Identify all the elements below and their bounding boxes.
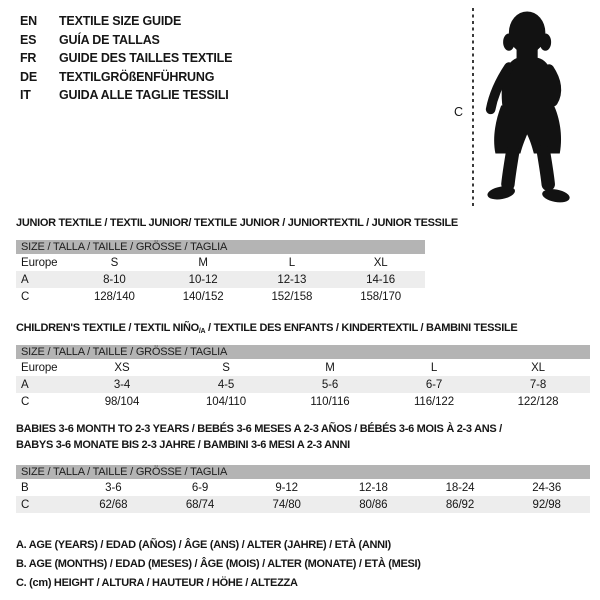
age-cell: 5-6 bbox=[321, 378, 339, 391]
lang-code: IT bbox=[20, 88, 31, 103]
table-row-height bbox=[16, 496, 590, 513]
height-cell: 158/170 bbox=[360, 290, 402, 303]
lang-row-fr bbox=[20, 49, 232, 68]
footnote-age-months: B. AGE (MONTHS) / EDAD (MESES) / ÂGE (MOIS) / ALTER (MONATE) / ETÀ (MESI) bbox=[16, 558, 421, 570]
row-label: Europe bbox=[21, 361, 58, 374]
size-cell: S bbox=[222, 361, 230, 374]
size-header-bar: SIZE / TALLA / TAILLE / GRÖSSE / TAGLIA bbox=[16, 465, 590, 479]
height-cell: 68/74 bbox=[185, 498, 215, 511]
height-cell: 80/86 bbox=[359, 498, 388, 511]
footnote-age-years: A. AGE (YEARS) / EDAD (AÑOS) / ÂGE (ANS) / ALTER (JAHRE) / ETÀ (ANNI) bbox=[16, 539, 391, 551]
lang-title: GUÍA DE TALLAS bbox=[59, 32, 160, 47]
babies-title-line2: BABYS 3-6 MONATE BIS 2-3 JAHRE / BAMBINI 3-6 MESI A 2-3 ANNI bbox=[16, 439, 350, 451]
size-cell: M bbox=[325, 361, 335, 374]
lang-title: TEXTILGRÖßENFÜHRUNG bbox=[59, 69, 215, 84]
age-cell: 6-9 bbox=[191, 481, 209, 494]
age-cell: 12-18 bbox=[358, 481, 388, 494]
children-table-title bbox=[16, 320, 517, 340]
table-row-europe bbox=[16, 359, 590, 376]
age-cell: 8-10 bbox=[103, 273, 126, 286]
height-cell: 74/80 bbox=[272, 498, 301, 511]
size-header-bar: SIZE / TALLA / TAILLE / GRÖSSE / TAGLIA bbox=[16, 345, 590, 359]
table-row-height bbox=[16, 393, 590, 410]
junior-table-title: JUNIOR TEXTILE / TEXTIL JUNIOR/ TEXTILE JUNIOR / JUNIORTEXTIL / JUNIOR TESSILE bbox=[16, 217, 458, 229]
age-cell: 6-7 bbox=[425, 378, 443, 391]
size-cell: XS bbox=[114, 361, 130, 374]
height-cell: 122/128 bbox=[517, 395, 559, 408]
age-cell: 9-12 bbox=[275, 481, 298, 494]
height-cell: 140/152 bbox=[182, 290, 224, 303]
size-cell: S bbox=[110, 256, 119, 269]
lang-row-es bbox=[20, 31, 232, 50]
row-label: A bbox=[21, 378, 29, 391]
children-title-suffix: / TEXTILE DES ENFANTS / KINDERTEXTIL / BAMBINI TESSILE bbox=[205, 322, 518, 334]
age-cell: 18-24 bbox=[445, 481, 475, 494]
row-label: A bbox=[21, 273, 29, 286]
language-header bbox=[20, 12, 232, 105]
table-row-age-months bbox=[16, 479, 590, 496]
babies-table-title bbox=[16, 421, 502, 453]
lang-code: FR bbox=[20, 51, 37, 66]
size-header-bar: SIZE / TALLA / TAILLE / GRÖSSE / TAGLIA bbox=[16, 240, 425, 254]
height-cell: 152/158 bbox=[271, 290, 313, 303]
height-cell: 104/110 bbox=[205, 395, 247, 408]
age-cell: 7-8 bbox=[529, 378, 547, 391]
table-row-height bbox=[16, 288, 425, 305]
height-cell: 128/140 bbox=[93, 290, 135, 303]
height-cell: 86/92 bbox=[445, 498, 475, 511]
table-row-age bbox=[16, 376, 590, 393]
table-row-europe bbox=[16, 254, 425, 271]
row-label: B bbox=[21, 481, 29, 494]
lang-title: GUIDA ALLE TAGLIE TESSILI bbox=[59, 88, 229, 103]
height-cell: 62/68 bbox=[99, 498, 128, 511]
age-cell: 4-5 bbox=[217, 378, 235, 391]
children-title-subscript: /A bbox=[198, 328, 206, 335]
lang-code: EN bbox=[20, 14, 37, 29]
height-cell: 116/122 bbox=[413, 395, 455, 408]
babies-size-table bbox=[16, 465, 590, 513]
row-label: C bbox=[21, 498, 30, 511]
height-cell: 92/98 bbox=[532, 498, 561, 511]
row-label: C bbox=[21, 290, 30, 303]
footnote-height: C. (cm) HEIGHT / ALTURA / HAUTEUR / HÖHE / ALTEZZA bbox=[16, 577, 298, 589]
age-cell: 3-4 bbox=[113, 378, 131, 391]
size-cell: M bbox=[198, 256, 208, 269]
children-size-table bbox=[16, 345, 590, 410]
size-cell: L bbox=[288, 256, 296, 269]
age-cell: 12-13 bbox=[277, 273, 307, 286]
size-cell: XL bbox=[373, 256, 388, 269]
babies-title-line1: BABIES 3-6 MONTH TO 2-3 YEARS / BEBÉS 3-6 MESES A 2-3 AÑOS / BÉBÉS 3-6 MOIS À 2-3 ANS / bbox=[16, 423, 502, 435]
age-cell: 3-6 bbox=[105, 481, 122, 494]
age-cell: 14-16 bbox=[366, 273, 396, 286]
height-dashed-line bbox=[470, 6, 476, 208]
age-cell: 24-36 bbox=[532, 481, 562, 494]
lang-code: DE bbox=[20, 69, 37, 84]
row-label: C bbox=[21, 395, 30, 408]
table-row-age bbox=[16, 271, 425, 288]
height-measure-label: C bbox=[454, 105, 464, 119]
lang-code: ES bbox=[20, 32, 37, 47]
legend-footnotes bbox=[16, 536, 421, 593]
lang-row-en bbox=[20, 12, 232, 31]
age-cell: 10-12 bbox=[188, 273, 218, 286]
height-cell: 110/116 bbox=[310, 395, 350, 408]
baby-silhouette-image bbox=[482, 6, 578, 206]
size-cell: XL bbox=[531, 361, 545, 374]
size-cell: L bbox=[430, 361, 438, 374]
lang-title: GUIDE DES TAILLES TEXTILE bbox=[59, 51, 233, 66]
lang-title: TEXTILE SIZE GUIDE bbox=[59, 14, 182, 29]
row-label: Europe bbox=[21, 256, 58, 269]
height-cell: 98/104 bbox=[104, 395, 140, 408]
children-title-prefix: CHILDREN'S TEXTILE / TEXTIL NIÑO bbox=[16, 322, 199, 334]
junior-size-table bbox=[16, 240, 425, 305]
lang-row-de bbox=[20, 68, 232, 87]
lang-row-it bbox=[20, 86, 232, 105]
